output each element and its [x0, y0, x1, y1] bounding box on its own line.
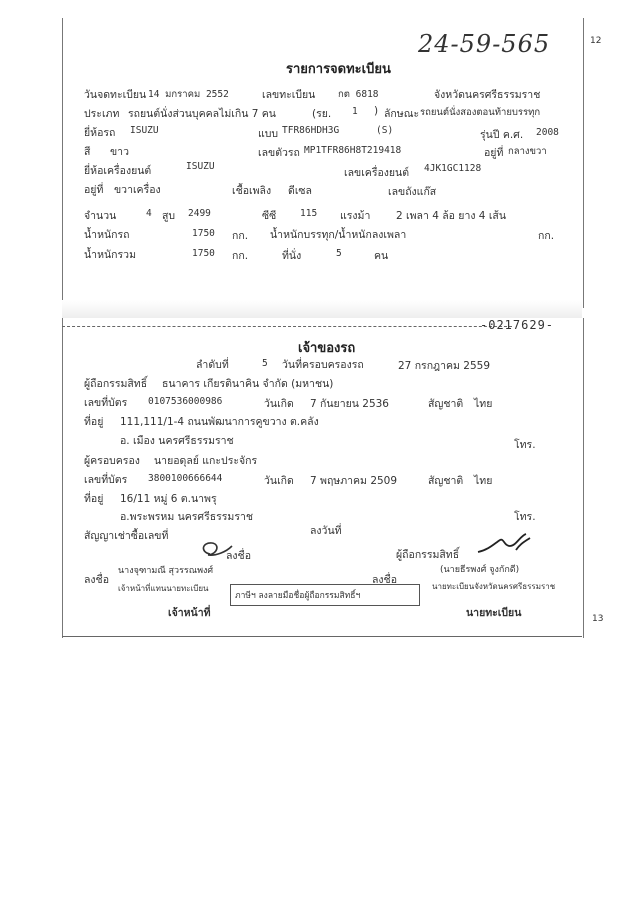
hp-value: 115 [300, 208, 318, 219]
holder-name: ธนาคาร เกียรตินาคิน จำกัด (มหาชน) [162, 378, 334, 390]
officer-sign-label: ลงชื่อ [84, 574, 109, 586]
engine-no-label: เลขเครื่องยนต์ [344, 167, 410, 179]
engine-brand-label: ยี่ห้อเครื่องยนต์ [84, 165, 152, 177]
total-weight-unit: กก. [232, 250, 249, 262]
serial-number: -0217629- [480, 318, 555, 332]
bottom-border [62, 636, 582, 637]
holder-addr-label: ที่อยู่ [84, 416, 104, 428]
engine-no: 4JK1GC1128 [424, 163, 482, 174]
load-label: น้ำหนักบรรทุก/น้ำหนักลงเพลา [270, 229, 407, 241]
possessor-name: นายอดุลย์ แกะประจักร [154, 455, 258, 467]
total-weight-label: น้ำหนักรวม [84, 249, 136, 261]
cylinder-label: สูบ [162, 210, 176, 222]
possessor-birth-label: วันเกิด [264, 475, 294, 487]
reg-no: กต 6818 [338, 89, 379, 100]
possessor-id: 3800100666644 [148, 473, 223, 484]
model-suffix: (S) [376, 125, 394, 136]
holder-label: ผู้ถือกรรมสิทธิ์ [84, 378, 148, 390]
possess-date: 27 กรกฎาคม 2559 [398, 360, 491, 372]
color: ขาว [110, 146, 129, 158]
year: 2008 [536, 127, 559, 138]
reg-no-label: เลขทะเบียน [262, 89, 316, 101]
tear-line [62, 326, 512, 327]
tax-stamp-box [230, 584, 420, 606]
seats-label: ที่นั่ง [282, 250, 302, 262]
holder-id-label: เลขที่บัตร [84, 397, 128, 409]
class-label: (รย. [312, 108, 332, 120]
possess-date-label: วันที่ครอบครองรถ [282, 359, 364, 371]
weight-unit: กก. [232, 230, 249, 242]
possessor-label: ผู้ครอบครอง [84, 455, 140, 467]
province: จังหวัดนครศรีธรรมราช [434, 89, 541, 101]
registrar-caption: นายทะเบียน [466, 607, 522, 619]
fuel: ดีเซล [288, 185, 312, 197]
axle-text: 2 เพลา 4 ล้อ ยาง 4 เส้น [396, 210, 506, 222]
reg-date: 14 มกราคม 2552 [148, 89, 229, 100]
holder-tel-label: โทร. [514, 439, 536, 451]
page-number-top: 12 [590, 36, 602, 46]
chassis: MP1TFR86H8T219418 [304, 145, 402, 156]
engine-loc-label: อยู่ที่ [84, 184, 104, 196]
count-label: จำนวน [84, 210, 117, 222]
possessor-birth: 7 พฤษภาคม 2509 [310, 475, 398, 487]
seats: 5 [336, 248, 342, 259]
possessor-addr2: อ.พระพรหม นครศรีธรรมราช [120, 511, 254, 523]
holder-nation-label: สัญชาติ [428, 398, 464, 410]
model: TFR86HDH3G [282, 125, 340, 136]
weight: 1750 [192, 228, 215, 239]
engine-brand: ISUZU [186, 161, 215, 172]
order: 5 [262, 358, 268, 369]
cc-value: 2499 [188, 208, 211, 219]
location-label: อยู่ที่ [484, 147, 504, 159]
brand-label: ยี่ห้อรถ [84, 127, 116, 139]
fuel-label: เชื้อเพลิง [232, 185, 272, 197]
cc-label: ซีซี [262, 210, 277, 222]
reg-date-label: วันจดทะเบียน [84, 89, 147, 101]
weight-label: น้ำหนักรถ [84, 229, 130, 241]
holder-signature-mark [476, 532, 536, 558]
year-label: รุ่นปี ค.ศ. [480, 129, 524, 141]
location: กลางขวา [508, 146, 547, 157]
possessor-tel-label: โทร. [514, 511, 536, 523]
possessor-nation-label: สัญชาติ [428, 475, 464, 487]
signed-date-label: ลงวันที่ [310, 525, 342, 537]
engine-loc: ขวาเครื่อง [114, 184, 161, 196]
cylinder-count: 4 [146, 208, 152, 219]
brand: ISUZU [130, 125, 159, 136]
class-no: 1 [352, 106, 358, 117]
holder-addr1: 111,111/1-4 ถนนพัฒนาการคูขวาง ต.คลัง [120, 416, 319, 428]
chassis-label: เลขตัวรถ [258, 147, 300, 159]
officer-position: เจ้าหน้าที่แทนนายทะเบียน [118, 584, 209, 593]
total-weight: 1750 [192, 248, 215, 259]
tank-label: เลขถังแก๊ส [388, 186, 437, 198]
type-label: ประเภท [84, 108, 120, 120]
possessor-id-label: เลขที่บัตร [84, 474, 128, 486]
sign-label-top: ลงชื่อ [226, 550, 251, 562]
hp-label: แรงม้า [340, 210, 371, 222]
holder-birth-label: วันเกิด [264, 398, 294, 410]
owner-title: เจ้าของรถ [298, 341, 356, 356]
registrar-position: นายทะเบียนจังหวัดนครศรีธรรมราช [432, 582, 556, 591]
officer-caption: เจ้าหน้าที่ [168, 607, 211, 619]
possessor-nation: ไทย [474, 475, 493, 487]
class-close: ) [374, 105, 379, 117]
vehicle-type: รถยนต์นั่งส่วนบุคคลไม่เกิน 7 คน [128, 108, 276, 120]
page-fold-shade [62, 300, 582, 318]
holder-id: 0107536000986 [148, 396, 223, 407]
possessor-addr1: 16/11 หมู่ 6 ต.นาพรุ [120, 493, 217, 505]
registration-title: รายการจดทะเบียน [286, 62, 391, 77]
possessor-addr-label: ที่อยู่ [84, 493, 104, 505]
order-label: ลำดับที่ [196, 359, 229, 371]
holder-sign-label: ผู้ถือกรรมสิทธิ์ [396, 549, 460, 561]
registrar-sign-label: ลงชื่อ [372, 574, 397, 586]
holder-birth: 7 กันยายน 2536 [310, 398, 389, 410]
holder-addr2: อ. เมือง นครศรีธรรมราช [120, 435, 234, 447]
load-unit: กก. [538, 230, 555, 242]
color-label: สี [84, 146, 91, 158]
feature-label: ลักษณะ [384, 108, 420, 120]
officer-name: นางจุฑามณี สุวรรณพงศ์ [118, 566, 214, 576]
seats-unit: คน [374, 250, 389, 262]
tax-stamp-text: ภาษีฯ ลงลายมือชื่อผู้ถือกรรมสิทธิ์ฯ [235, 591, 361, 601]
registrar-name: (นายธีรพงศ์ จูงกักดี) [440, 565, 520, 575]
holder-nation: ไทย [474, 398, 493, 410]
handwritten-number: 24-59-565 [418, 30, 551, 58]
feature: รถยนต์นั่งสองตอนท้ายบรรทุก [420, 107, 541, 118]
model-label: แบบ [258, 128, 279, 140]
page-number-bottom: 13 [592, 614, 604, 624]
lease-label: สัญญาเช่าซื้อเลขที่ [84, 530, 169, 542]
